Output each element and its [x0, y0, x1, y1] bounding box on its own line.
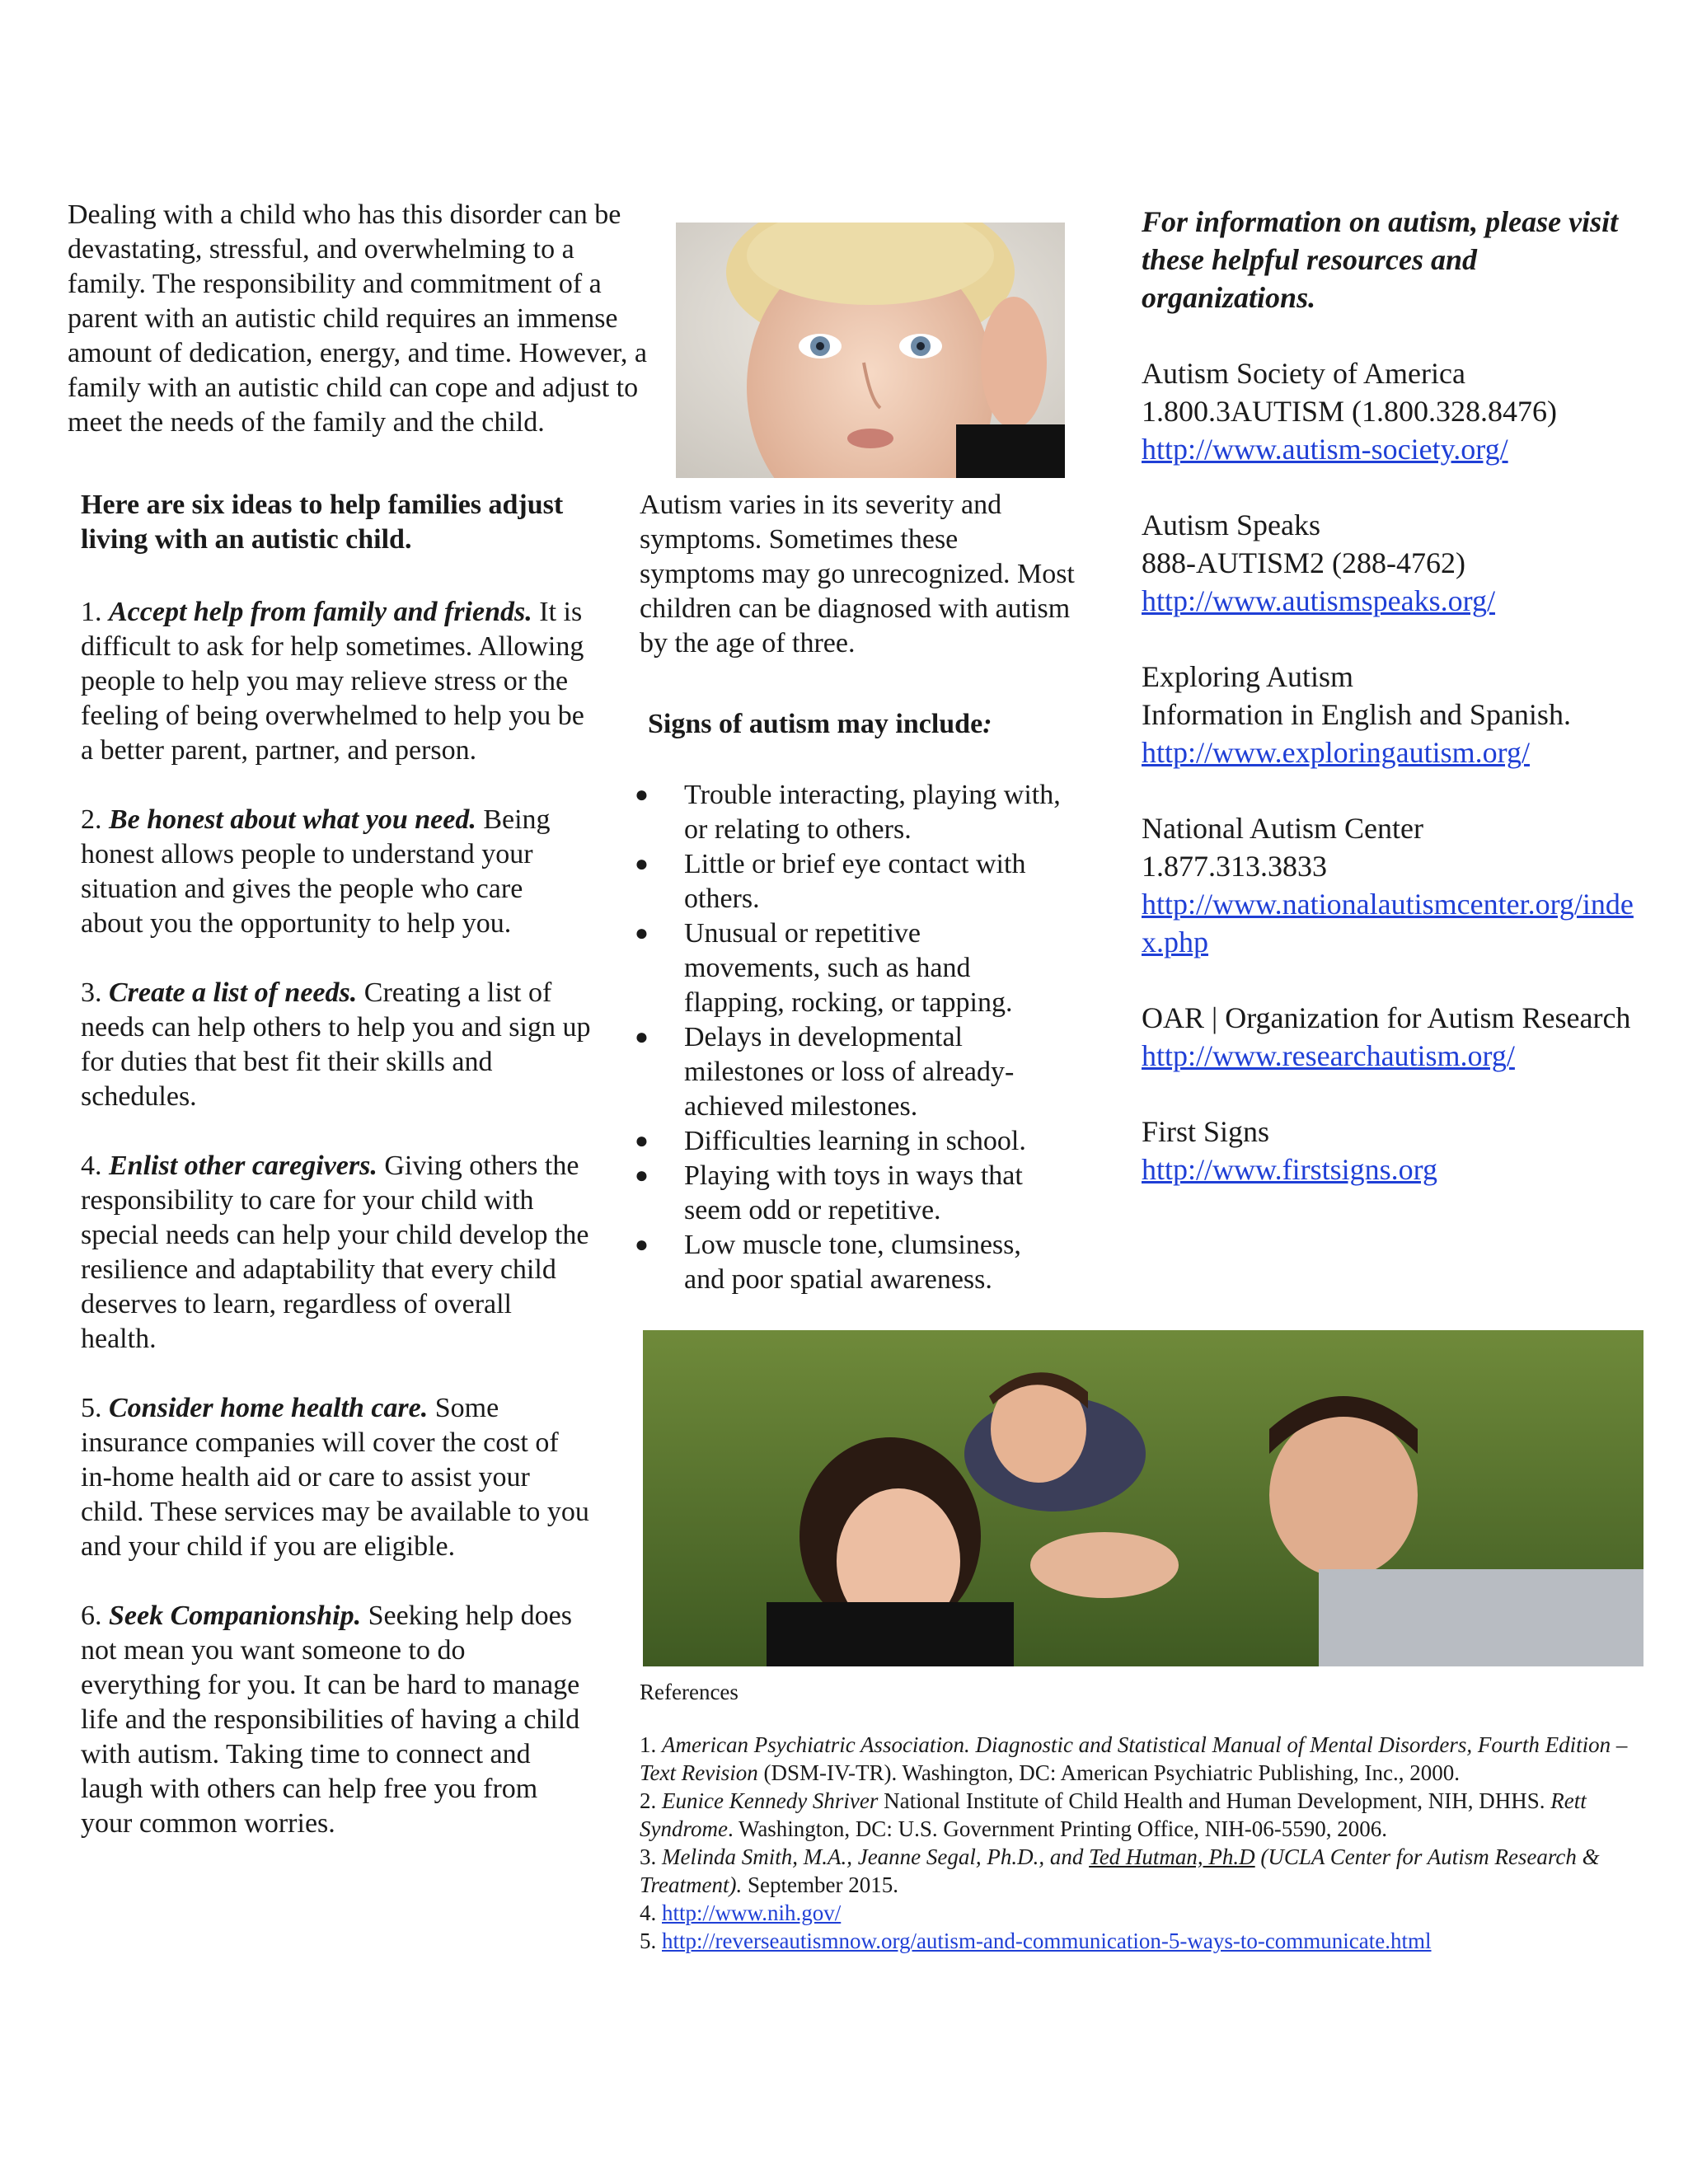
org-link[interactable]: http://www.autismspeaks.org/ — [1142, 584, 1495, 617]
resource-org — [1142, 1113, 1636, 1188]
reference-link[interactable]: http://reverseautismnow.org/autism-and-communication-5-ways-to-communicate.html — [662, 1929, 1432, 1953]
bullet-icon: ● — [635, 1128, 649, 1154]
resource-org — [1142, 506, 1636, 620]
bullet-icon: ● — [635, 851, 649, 877]
resource-org — [1142, 354, 1636, 468]
idea-item: 6. Seek Companionship. Seeking help does not mean you want someone to do everything for you. It can be hard to manage life and the responsibilities of having a child with autism. Taking time to connect and laugh with others can help free you from your common worries. — [81, 1601, 580, 1839]
resources-list — [1142, 354, 1636, 1226]
org-link[interactable]: http://www.nationalautismcenter.org/index.php — [1142, 888, 1634, 958]
org-name: OAR | Organization for Autism Research — [1142, 1001, 1631, 1034]
org-name: First Signs — [1142, 1115, 1270, 1148]
list-item: ● Delays in developmental milestones or loss of already-achieved milestones. — [635, 1022, 1015, 1122]
bullet-icon: ● — [635, 1024, 649, 1050]
list-item: ● Difficulties learning in school. — [635, 1124, 1063, 1159]
ideas-heading: Here are six ideas to help families adjust living with an autistic child. — [81, 490, 564, 555]
org-phone: 1.877.313.3833 — [1142, 850, 1327, 883]
resource-org — [1142, 999, 1636, 1075]
signs-list — [635, 778, 1063, 1297]
list-item: ● Little or brief eye contact with others. — [635, 849, 1026, 914]
org-description: Information in English and Spanish. — [1142, 698, 1571, 731]
idea-item: 3. Create a list of needs. Creating a list of needs can help others to help you and sign up for duties that best fit their skills and schedules. — [81, 977, 591, 1112]
org-name: Exploring Autism — [1142, 660, 1354, 693]
org-name: National Autism Center — [1142, 812, 1423, 845]
list-item: ● Unusual or repetitive movements, such as hand flapping, rocking, or tapping. — [635, 918, 1013, 1018]
idea-item: 4. Enlist other caregivers. Giving others the responsibility to care for your child with special needs can help your child develop the resilience and adaptability that every child deserves to learn, regardless of overall health. — [81, 1151, 589, 1354]
resource-org — [1142, 658, 1636, 771]
resource-org — [1142, 809, 1636, 961]
idea-item: 1. Accept help from family and friends. It is difficult to ask for help sometimes. Allowing people to help you may relieve stress or the feeling of being overwhelmed to help you be a better parent, partner, and person. — [81, 597, 584, 766]
autism-intro: Autism varies in its severity and symptoms. Sometimes these symptoms may go unrecognized. Most children can be diagnosed with autism by the age of three. — [640, 490, 1075, 658]
resources-heading: For information on autism, please visit these helpful resources and organizations. — [1142, 205, 1619, 314]
list-item: ● Playing with toys in ways that seem odd or repetitive. — [635, 1160, 1023, 1226]
idea-item: 2. Be honest about what you need. Being honest allows people to understand your situation and gives the people who care about you the opportunity to help you. — [81, 804, 551, 939]
intro-paragraph: Dealing with a child who has this disorder can be devastating, stressful, and overwhelming to a family. The responsibility and commitment of a parent with an autistic child requires an immense amount of dedication, energy, and time. However, a family with an autistic child can cope and adjust to meet the needs of the family and the child. — [68, 199, 647, 438]
org-phone: 888-AUTISM2 (288-4762) — [1142, 546, 1465, 579]
bullet-icon: ● — [635, 1163, 649, 1188]
reference-item: 3. Melinda Smith, M.A., Jeanne Segal, Ph.D., and Ted Hutman, Ph.D (UCLA Center for Autism Research & Treatment). September 2015. — [640, 1844, 1600, 1897]
references-list — [640, 1731, 1653, 1955]
family-photo — [643, 1330, 1643, 1666]
idea-item: 5. Consider home health care. Some insurance companies will cover the cost of in-home health aid or care to assist your child. These services may be available to you and your child if you are eligible. — [81, 1393, 589, 1562]
org-name: Autism Speaks — [1142, 509, 1321, 541]
signs-heading: Signs of autism may include: — [648, 709, 992, 739]
org-name: Autism Society of America — [1142, 357, 1465, 390]
reference-link[interactable]: http://www.nih.gov/ — [662, 1900, 842, 1925]
org-link[interactable]: http://www.researchautism.org/ — [1142, 1039, 1515, 1072]
org-link[interactable]: http://www.firstsigns.org — [1142, 1153, 1438, 1186]
list-item: ● Low muscle tone, clumsiness, and poor spatial awareness. — [635, 1230, 1021, 1295]
org-link[interactable]: http://www.exploringautism.org/ — [1142, 736, 1530, 769]
bullet-icon: ● — [635, 1232, 649, 1258]
reference-item: 4. http://www.nih.gov/ — [640, 1900, 842, 1925]
org-link[interactable]: http://www.autism-society.org/ — [1142, 433, 1508, 466]
reference-item: 2. Eunice Kennedy Shriver National Institute of Child Health and Human Development, NIH, DHHS. Rett Syndrome. Washington, DC: U.S. Government Printing Office, NIH-06-5590, 2006. — [640, 1788, 1587, 1841]
ideas-list — [81, 595, 592, 1876]
bullet-icon: ● — [635, 782, 649, 808]
reference-item: 1. American Psychiatric Association. Diagnostic and Statistical Manual of Mental Disorders, Fourth Edition – Text Revision (DSM-IV-TR). Washington, DC: American Psychiatric Publishing, Inc., 2000. — [640, 1732, 1628, 1785]
bullet-icon: ● — [635, 921, 649, 946]
org-phone: 1.800.3AUTISM (1.800.328.8476) — [1142, 395, 1557, 428]
reference-item: 5. http://reverseautismnow.org/autism-and-communication-5-ways-to-communicate.html — [640, 1929, 1432, 1953]
child-photo — [676, 223, 1065, 478]
references-heading: References — [640, 1680, 738, 1704]
list-item: ● Trouble interacting, playing with, or relating to others. — [635, 780, 1061, 845]
